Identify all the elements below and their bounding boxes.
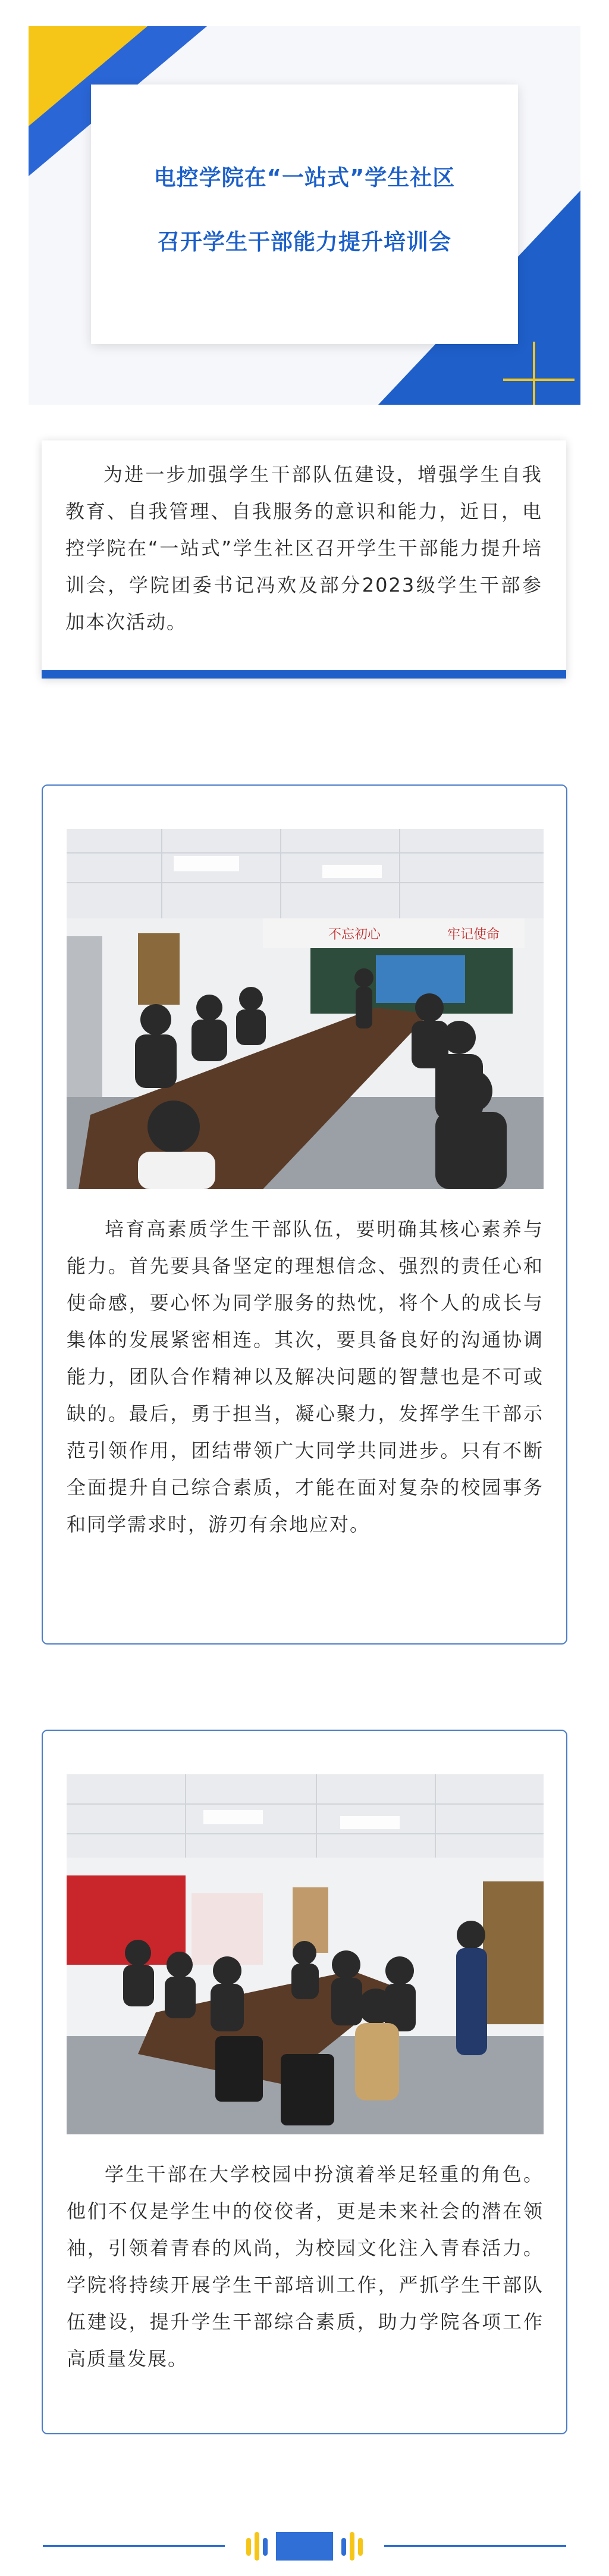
footer-center-block [276,2532,333,2561]
intro-paragraph: 为进一步加强学生干部队伍建设，增强学生自我教育、自我管理、自我服务的意识和能力，近日，电控学院在“一站式”学生社区召开学生干部能力提升培训会，学院团委书记冯欢及部分2023级学生干部参加本次活动。 [65,463,542,633]
wall-slogan-right: 牢记使命 [447,927,500,942]
footer-ticks-right [341,2532,365,2561]
wall-slogan-left: 不忘初心 [328,927,381,942]
meeting-photo-1 [67,829,544,1189]
footer-line-right [384,2545,566,2547]
title-card [91,85,518,344]
header-banner [29,26,580,405]
intro-accent-bar [42,670,566,679]
page-title-line2: 召开学生干部能力提升培训会 [158,229,451,255]
footer-ornament [0,2528,609,2564]
section-card-1 [42,784,567,1645]
section2-paragraph: 学生干部在大学校园中扮演着举足轻重的角色。他们不仅是学生中的佼佼者，更是未来社会的潜在领袖，引领着青春的风尚，为校园文化注入青春活力。学院将持续开展学生干部培训工作，严抓学生干部队伍建设，提升学生干部综合素质，助力学院各项工作高质量发展。 [67,2163,544,2370]
meeting-photo-2 [67,1774,544,2134]
cross-ornament [503,342,575,405]
intro-box [42,440,566,679]
section1-paragraph: 培育高素质学生干部队伍，要明确其核心素养与能力。首先要具备坚定的理想信念、强烈的责任心和使命感，要心怀为同学服务的热忱，将个人的成长与集体的发展紧密相连。其次，要具备良好的沟通协调能力，团队合作精神以及解决问题的智慧也是不可或缺的。最后，勇于担当，凝心聚力，发挥学生干部示范引领作用，团结带领广大同学共同进步。只有不断全面提升自己综合素质，才能在面对复杂的校园事务和同学需求时，游刃有余地应对。 [67,1218,544,1536]
footer-line-left [43,2545,225,2547]
footer-ticks-left [244,2532,268,2561]
section-card-2 [42,1730,567,2434]
page-title-line1: 电控学院在“一站式”学生社区 [153,165,456,190]
